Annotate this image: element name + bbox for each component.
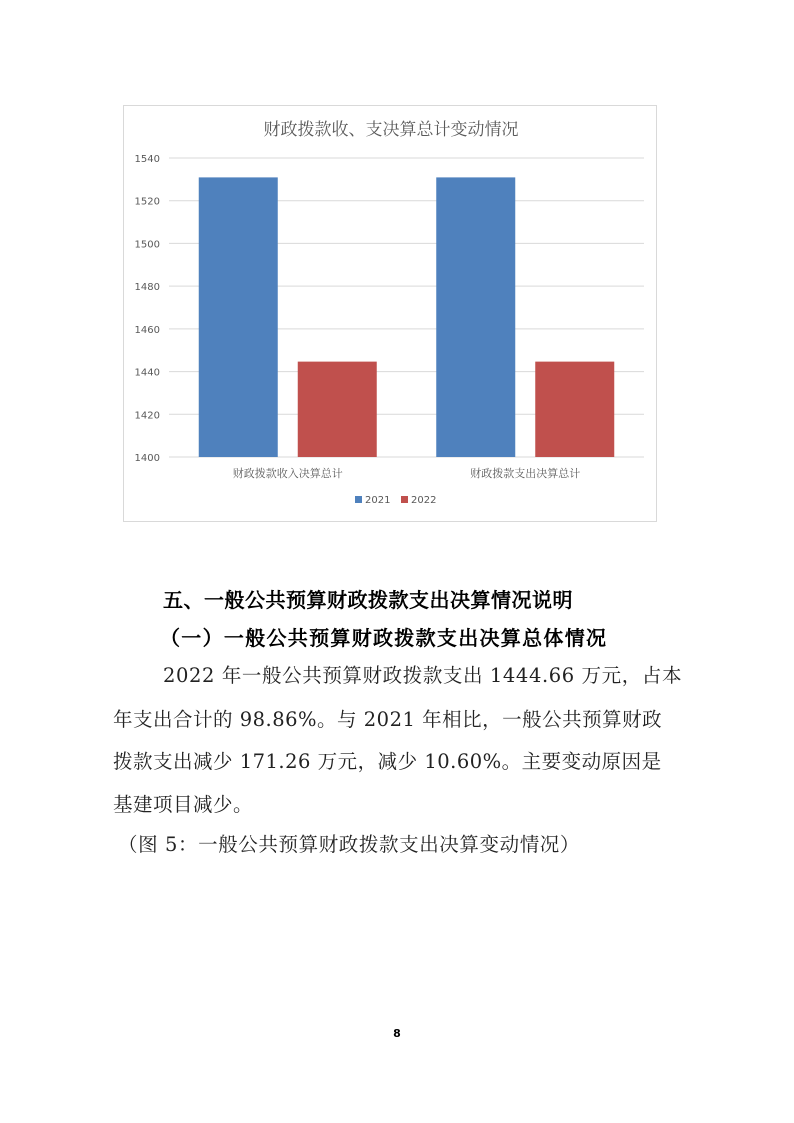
paragraph-line: 基建项目减少。	[113, 793, 254, 816]
figure-caption: （图 5：一般公共预算财政拨款支出决算变动情况）	[118, 833, 581, 856]
sub-heading: （一）一般公共预算财政拨款支出决算总体情况	[160, 626, 608, 650]
x-category-label: 财政拨款收入决算总计	[232, 467, 343, 480]
paragraph-line: 2022 年一般公共预算财政拨款支出 1444.66 万元，占本	[163, 664, 683, 687]
y-tick-label: 1440	[134, 367, 160, 379]
y-tick-label: 1500	[134, 239, 160, 251]
y-tick-label: 1400	[134, 453, 160, 464]
bar-chart	[124, 106, 658, 523]
chart-container	[123, 105, 657, 522]
x-category-label: 财政拨款支出决算总计	[470, 467, 581, 480]
y-tick-label: 1420	[134, 410, 160, 422]
y-tick-label: 1540	[134, 154, 160, 165]
y-tick-label: 1520	[134, 196, 160, 208]
chart-title: 财政拨款收、支决算总计变动情况	[263, 120, 519, 140]
bar-2022	[535, 362, 614, 457]
legend-label: 2022	[411, 495, 437, 506]
legend-swatch	[355, 496, 362, 503]
page-number: 8	[393, 1027, 401, 1040]
paragraph-line: 拨款支出减少 171.26 万元，减少 10.60%。主要变动原因是	[113, 750, 662, 773]
legend-label: 2021	[365, 495, 391, 506]
paragraph-line: 年支出合计的 98.86%。与 2021 年相比，一般公共预算财政	[113, 708, 663, 731]
y-tick-label: 1480	[134, 282, 160, 294]
legend-swatch	[401, 496, 408, 503]
bar-2021	[199, 177, 278, 457]
bar-2022	[298, 362, 377, 457]
bar-2021	[436, 177, 515, 457]
section-heading: 五、一般公共预算财政拨款支出决算情况说明	[163, 588, 573, 612]
y-tick-label: 1460	[134, 324, 160, 336]
